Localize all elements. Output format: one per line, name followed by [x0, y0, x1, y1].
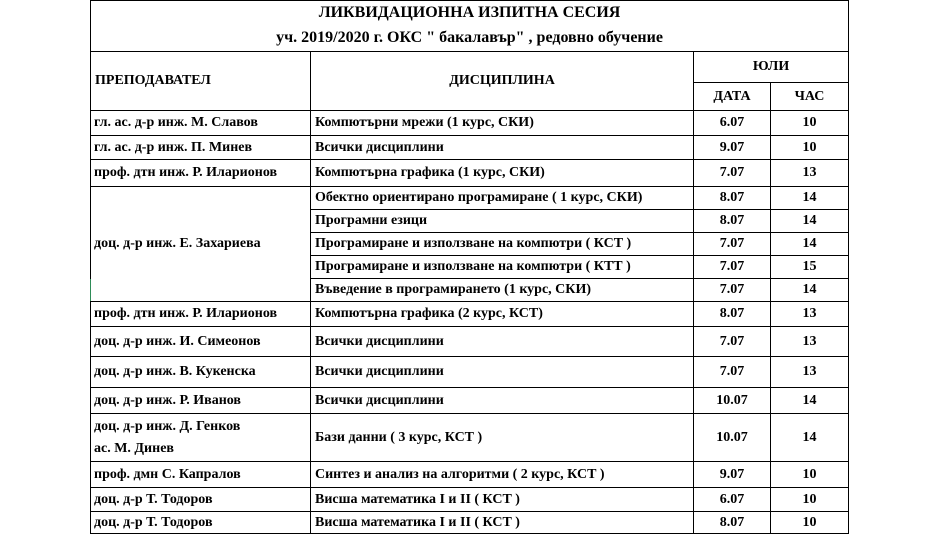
- hour-cell: 14: [771, 210, 849, 233]
- header-hour: ЧАС: [771, 83, 849, 111]
- discipline-cell: Бази данни ( 3 курс, КСТ ): [311, 414, 694, 462]
- discipline-cell: Всички дисциплини: [311, 136, 694, 160]
- hour-cell: 13: [771, 160, 849, 187]
- date-cell: 7.07: [694, 160, 771, 187]
- teacher-cell: доц. д-р инж. Е. Захариева: [91, 187, 311, 302]
- date-cell: 8.07: [694, 512, 771, 534]
- discipline-cell: Компютърни мрежи (1 курс, СКИ): [311, 111, 694, 136]
- teacher-line: ас. М. Динев: [94, 440, 174, 456]
- date-cell: 7.07: [694, 256, 771, 279]
- table-row: [91, 357, 849, 388]
- discipline-cell: Всички дисциплини: [311, 327, 694, 357]
- hour-cell: 10: [771, 512, 849, 534]
- title-row-1: [91, 1, 849, 26]
- date-cell: 7.07: [694, 327, 771, 357]
- hour-cell: 10: [771, 111, 849, 136]
- header-month: ЮЛИ: [694, 52, 849, 83]
- hour-cell: 13: [771, 302, 849, 327]
- header-teacher: ПРЕПОДАВАТЕЛ: [91, 52, 311, 111]
- teacher-line: доц. д-р инж. Д. Генков: [94, 418, 241, 434]
- header-discipline: ДИСЦИПЛИНА: [311, 52, 694, 111]
- page-title: ЛИКВИДАЦИОННА ИЗПИТНА СЕСИЯ: [91, 1, 849, 26]
- discipline-cell: Компютърна графика (1 курс, СКИ): [311, 160, 694, 187]
- discipline-cell: Всички дисциплини: [311, 388, 694, 414]
- date-cell: 9.07: [694, 136, 771, 160]
- date-cell: 9.07: [694, 462, 771, 488]
- discipline-cell: Висша математика I и II ( КСТ ): [311, 512, 694, 534]
- date-cell: 8.07: [694, 187, 771, 210]
- hour-cell: 13: [771, 357, 849, 388]
- page-subtitle: уч. 2019/2020 г. ОКС " бакалавър" , редовно обучение: [91, 25, 849, 52]
- discipline-cell: Програмиране и използване на компютри ( КТТ ): [311, 256, 694, 279]
- table-row: [91, 512, 849, 534]
- date-cell: 6.07: [694, 111, 771, 136]
- date-cell: 8.07: [694, 302, 771, 327]
- discipline-cell: Всички дисциплини: [311, 357, 694, 388]
- table-row: [91, 187, 849, 210]
- hour-cell: 14: [771, 279, 849, 302]
- table-row: [91, 462, 849, 488]
- table-row: [91, 302, 849, 327]
- discipline-cell: Синтез и анализ на алгоритми ( 2 курс, КСТ ): [311, 462, 694, 488]
- teacher-cell: гл. ас. д-р инж. П. Минев: [91, 136, 311, 160]
- teacher-cell: доц. д-р инж. В. Кукенска: [91, 357, 311, 388]
- discipline-cell: Въведение в програмирането (1 курс, СКИ): [311, 279, 694, 302]
- teacher-cell: доц. д-р Т. Тодоров: [91, 488, 311, 512]
- header-row-1: [91, 52, 849, 83]
- discipline-cell: Висша математика I и II ( КСТ ): [311, 488, 694, 512]
- teacher-cell: доц. д-р Т. Тодоров: [91, 512, 311, 534]
- title-row-2: [91, 25, 849, 52]
- hour-cell: 14: [771, 414, 849, 462]
- table-row: [91, 111, 849, 136]
- discipline-cell: Компютърна графика (2 курс, КСТ): [311, 302, 694, 327]
- discipline-cell: Програмни езици: [311, 210, 694, 233]
- hour-cell: 10: [771, 462, 849, 488]
- hour-cell: 15: [771, 256, 849, 279]
- teacher-cell: проф. дмн С. Капралов: [91, 462, 311, 488]
- teacher-cell: [91, 414, 311, 462]
- hour-cell: 14: [771, 187, 849, 210]
- discipline-cell: Програмиране и използване на компютри ( КСТ ): [311, 233, 694, 256]
- table-row: [91, 136, 849, 160]
- teacher-cell: доц. д-р инж. И. Симеонов: [91, 327, 311, 357]
- teacher-cell: проф. дтн инж. Р. Иларионов: [91, 302, 311, 327]
- exam-schedule-table: [90, 0, 849, 534]
- discipline-cell: Обектно ориентирано програмиране ( 1 курс, СКИ): [311, 187, 694, 210]
- date-cell: 6.07: [694, 488, 771, 512]
- hour-cell: 14: [771, 233, 849, 256]
- date-cell: 10.07: [694, 414, 771, 462]
- hour-cell: 10: [771, 136, 849, 160]
- table-row: [91, 488, 849, 512]
- table-row: [91, 388, 849, 414]
- date-cell: 7.07: [694, 233, 771, 256]
- table-row: [91, 160, 849, 187]
- teacher-cell: гл. ас. д-р инж. М. Славов: [91, 111, 311, 136]
- date-cell: 7.07: [694, 357, 771, 388]
- date-cell: 8.07: [694, 210, 771, 233]
- hour-cell: 10: [771, 488, 849, 512]
- exam-schedule-sheet: [90, 0, 848, 534]
- teacher-cell: доц. д-р инж. Р. Иванов: [91, 388, 311, 414]
- header-date: ДАТА: [694, 83, 771, 111]
- teacher-cell: проф. дтн инж. Р. Иларионов: [91, 160, 311, 187]
- table-row: [91, 327, 849, 357]
- hour-cell: 14: [771, 388, 849, 414]
- date-cell: 10.07: [694, 388, 771, 414]
- hour-cell: 13: [771, 327, 849, 357]
- cell-cursor-marker: [90, 279, 91, 301]
- date-cell: 7.07: [694, 279, 771, 302]
- table-row: [91, 414, 849, 462]
